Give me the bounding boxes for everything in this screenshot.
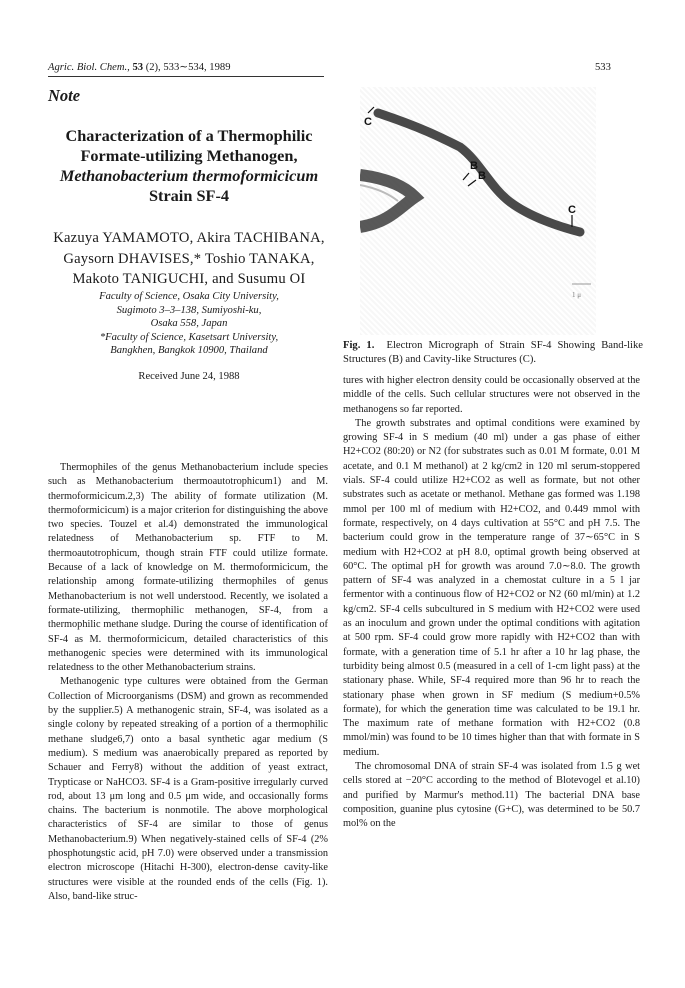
page-number: 533 [595,62,611,73]
caption-label: Fig. 1. [343,340,375,351]
section-label: Note [48,86,81,105]
title-line: Strain SF-4 [148,186,230,205]
author-list [48,228,330,290]
journal-volume: 53 [132,62,144,73]
journal-name: Agric. Biol. Chem., [48,62,130,73]
affiliation-line: Osaka 558, Japan [150,318,228,330]
body-paragraph: The growth substrates and optimal conditions were examined by growing SF-4 in S medium (40 ml) under a gas phase of either H2+CO2 (80:20) or N2 (for substrates such as 0.01 M formate, 0.01 M acetate, and 0.1 M methanol) at 2 kg/cm2 in 120 ml serum-stoppered vials. SF-4 could utilize H2+CO2 as well as formate, but not other substrates such as acetate or methanol. Methane gas formed was 1.198 mmol per 100 ml of medium with H2+CO2, and 0.449 mmol with formate, respectively, on 4 days cultivation at 55°C and pH 7.5. The bacterium could grow in the temperature range of 37∼65°C in S medium with H2+CO2 at pH 8.0, optimal growth being observed at 60°C. The optimal pH for growth was around 7.0∼8.0. The growth pattern of SF-4 was analyzed in a chemostat culture in a 5 l jar fermentor with a continuous flow of H2+CO2 or N2 (60 ml/min) at 1.2 kg/cm2. SF-4 cells subcultured in S medium with H2+CO2 were used as an inoculum and grown under the optimal conditions with agitation at 500 rpm. SF-4 could grow more rapidly with H2+CO2 than with formate, with a generation time of 5.1 hr after a 10 hr lag phase, the turbidity being almost 0.5 (measured in a cell of 1-cm light pass) at the stationary phase. While, SF-4 required more than 96 hr to reach the stationary phase when grown in SF medium (S medium+0.5% formate), for which the generation time was calculated to be 19.1 hr. The maximum rate of methane formation with H2+CO2 (0.8 mmol/min) was found to be 10 times higher than that with formate in S medium. [343,417,640,758]
affiliation-line: Faculty of Science, Osaka City University, [99,291,279,302]
title-line: Formate-utilizing Methanogen, [80,146,298,165]
paper-title [48,126,330,206]
affiliation-line: *Faculty of Science, Kasetsart University, [99,331,279,343]
caption-text: Electron Micrograph of Strain SF-4 Showing Band-like Structures (B) and Cavity-like Structures (C). [343,340,643,365]
label-c-cavity: C [568,204,576,216]
label-b-band: B [478,170,486,182]
affiliations [48,290,330,358]
label-c-cavity: C [364,116,372,128]
body-paragraph: Thermophiles of the genus Methanobacterium include species such as Methanobacterium thermoautotrophicum1) and M. thermoformicicum.2,3) The ability of formate utilization (M. thermoformicicum) is a major criterion for distinguishing the above two species. Touzel et al.4) demonstrated the immunological relatedness of Methanobacterium sp. FTF to M. thermoautotrophicum, though strain FTF could utilize formate. Because of a lack of knowledge on M. thermoformicicum, the relationship among formate-utilizing thermophiles of genus Methanobacterium is not well understood. Recently, we isolated a formate-utilizing, thermophilic methanogen, SF-4, from a thermophilic methane sludge. During the course of identification of SF-4 as M. thermoformicicum, detailed characteristics of this methanogenic species were determined with its immunological relatedness to the other Methanobacterium strains. [48,462,328,674]
author-line: Makoto TANIGUCHI, and Susumu OI [72,271,306,287]
affiliation-line: Bangkhen, Bangkok 10900, Thailand [110,345,268,357]
body-paragraph: tures with higher electron density could be occasionally observed at the middle of the cells. Such cellular structures were not observed in the methanogens so far reported. [343,375,640,415]
title-line: Methanobacterium thermoformicicum [59,166,319,185]
affiliation-line: Sugimoto 3–3–138, Sumiyoshi-ku, [116,304,262,316]
body-paragraph: The chromosomal DNA of strain SF-4 was isolated from 1.5 g wet cells stored at −20°C according to the method of Blotevogel et al.10) and purified by Marmur's method.11) The bacterial DNA base composition, guanine plus cytosine (G+C), was determined to be 50.7 mol% on the [343,761,640,830]
header-rule [48,76,324,77]
micrograph-image [360,87,596,335]
electron-micrograph [360,87,596,335]
running-header [48,61,330,73]
scale-bar-label: 1 μ [572,291,582,299]
author-line: Kazuya YAMAMOTO, Akira TACHIBANA, [53,230,325,246]
title-line: Characterization of a Thermophilic [65,126,313,145]
received-date: Received June 24, 1988 [138,371,240,382]
figure-caption [343,339,643,367]
body-right-column [343,374,640,832]
journal-issue-pages-year: (2), 533∼534, 1989 [143,62,231,73]
label-b-band: B [470,160,478,172]
body-left-column [48,461,328,904]
author-line: Gaysorn DHAVISES,* Toshio TANAKA, [63,250,315,267]
body-paragraph: Methanogenic type cultures were obtained from the German Collection of Microorganisms (DSM) and grown as recommended by the supplier.5) A methanogenic strain, SF-4, was isolated as a single colony by repeated streaking of a portion of a thermophilic methane sludge6,7) onto a basal synthetic agar medium (S medium). S medium was anaerobically prepared as reported by Schauer and Ferry8) without the addition of yeast extract, Trypticase or NaHCO3. SF-4 is a Gram-positive irregularly curved rod, about 13 μm long and 0.5 μm wide, and occasionally forms chains. The bacterium is nonmotile. The above morphological characteristics of SF-4 are similar to those of genus Methanobacterium.9) When negatively-stained cells of SF-4 (2% phosphotungstic acid, pH 7.0) were observed under a transmission electron microscope (Hitachi H-300), electron-dense cavity-like structures were visible at the rounded ends of the cells (Fig. 1). Also, band-like struc- [48,676,328,902]
